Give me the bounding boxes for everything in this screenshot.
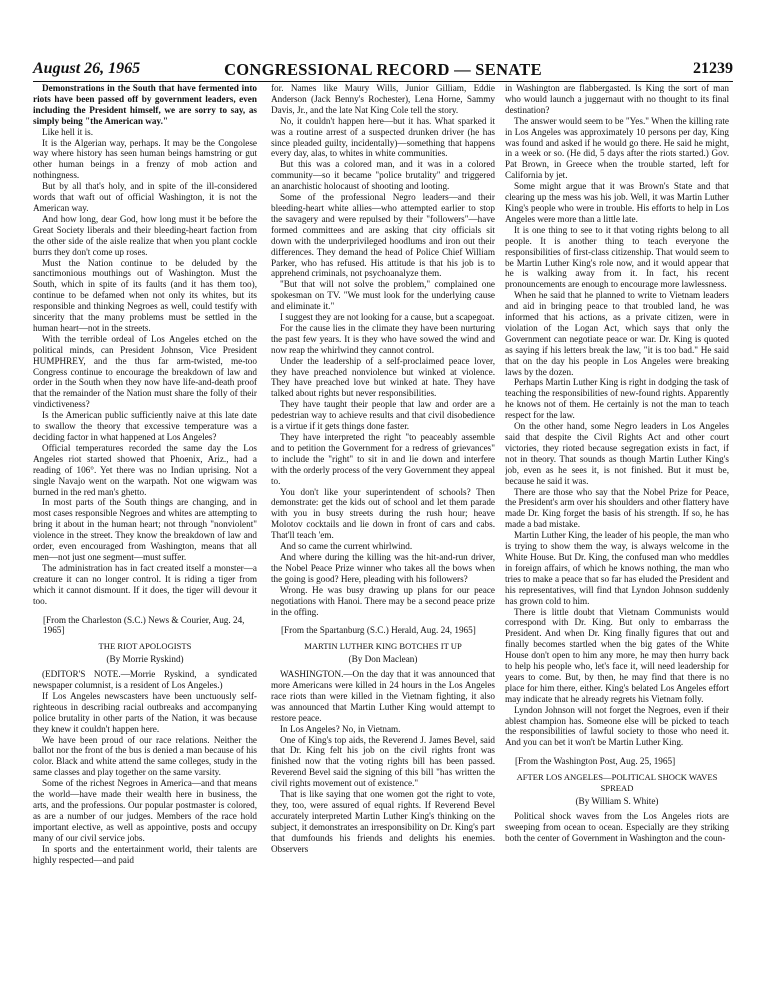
- paragraph: There are those who say that the Nobel Prize for Peace, the President's arm over his shoulders and other flattery have made Dr. King forget the basis of his strength. If so, he has made a bad mistake.: [505, 486, 729, 530]
- column-3: [505, 83, 729, 983]
- paragraph: And so came the current whirlwind.: [280, 541, 413, 552]
- byline: (By Don Maclean): [348, 654, 418, 665]
- article-heading: AFTER LOS ANGELES—POLITICAL SHOCK WAVES SPREAD: [516, 772, 718, 794]
- paragraph: Is the American public sufficiently naive at this late date to swallow the theory that excessive temperature was a deciding factor in what happened at Los Angeles?: [33, 410, 257, 442]
- paragraph: If Los Angeles newscasters have been unctuously self-righteous in describing racial outbreaks and accompanying police brutality in other parts of the Nation, it was because they knew it couldn't happen here.: [33, 690, 257, 734]
- paragraph: In Los Angeles? No, in Vietnam.: [280, 723, 401, 734]
- paragraph: One of King's top aids, the Reverend J. James Bevel, said that Dr. King felt his job on the civil rights front was finished now that the voting rights bill has been passed. Reverend Bevel said the signing of this bill "has written the civil rights movement out of existence.": [271, 734, 495, 789]
- paragraph: Martin Luther King, the leader of his people, the man who is trying to show them the way, is always welcome in the White House. But Dr. King, the confused man who meddles in foreign affairs, of which he knows nothing, the man who tries to make a peace that so far has eluded the President and his representatives, will find that Lyndon Johnson suddenly has grown cold to him.: [505, 530, 729, 606]
- paragraph: The administration has in fact created itself a monster—a creature it can no longer control. It is riding a tiger from which it cannot dismount. If it does, the tiger will devour it too.: [33, 562, 257, 606]
- paragraph: "But that will not solve the problem," complained one spokesman on TV. "We must look for the underlying cause and eliminate it.": [271, 279, 495, 312]
- paragraph: For the cause lies in the climate they have been nurturing the past few years. It is they who have sowed the wind and now reap the whirlwind they cannot control.: [271, 322, 495, 355]
- paragraph: You don't like your superintendent of schools? Then demonstrate: get the kids out of school and let them parade with you in busy streets during the rush hour; heave Molotov cocktails and lie down in front of cars and cabs. That'll teach 'em.: [271, 486, 495, 541]
- paragraph: But by all that's holy, and in spite of the ill-considered words that waft out of official Washington, it is not the American way.: [33, 181, 257, 213]
- column-1: [33, 83, 257, 983]
- paragraph: Some of the richest Negroes in America—and that means the world—have made their wealth here in business, the arts, and the professions. Our popular postmaster is colored, as are a number of our judges. Members of the race hold important elective, as well as appointive, posts and occupy many of our civil service jobs.: [33, 778, 257, 843]
- page-header: [33, 60, 733, 82]
- paragraph: WASHINGTON.—On the day that it was announced that more Americans were killed in 24 hours in the Los Angeles race riots than were killed in the Vietnam fighting, it also was announced that Martin Luther King would attempt to restore peace.: [271, 669, 495, 723]
- paragraph: The answer would seem to be "Yes." When the killing rate in Los Angeles was approximately 10 persons per day, King was found and asked if he would go there. He said he might, in a week or so. (He did, 5 days after the riots started.) Gov. Pat Brown, in Greece when the trouble started, left for California by jet.: [505, 115, 729, 181]
- paragraph: Some might argue that it was Brown's State and that clearing up the mess was his job. Well, it was Martin Luther King's people who were in trouble. His efforts to help in Los Angeles were more than a little late.: [505, 181, 729, 224]
- paragraph: Some of the professional Negro leaders—and their bleeding-heart white allies—who attempted earlier to stop the savagery and were repulsed by their "followers"—have formed committees and are asking that city officials sit down with the underprivileged hoodlums and iron out their differences. They demand the head of Police Chief William Parker, who has refused. His attitude is that his job is to apprehend criminals, not psychoanalyze them.: [271, 192, 495, 279]
- paragraph: That is like saying that one women got the right to vote, they, too, were assured of equal rights. If Reverend Bevel accurately interpreted Martin Luther King's thinking on the subject, it demonstrates an irresponsibility on Dr. King's part that dumfounds his friends and delights his enemies. Observers: [271, 789, 495, 854]
- paragraph: When he said that he planned to write to Vietnam leaders and aid in bringing peace to that troubled land, he was informed that his actions, as a private citizen, were in violation of the Logan Act, which says that only the Government can negotiate peace or war. Dr. King is quoted as saying if his letters break the law, "it is too bad." He said that on the day his people in Los Angeles were breaking laws by the dozen.: [505, 290, 729, 377]
- paragraph: Demonstrations in the South that have fermented into riots have been passed off by government leaders, even including the President himself, we are sorry to say, as simply being "the American way.": [33, 83, 257, 126]
- paragraph: Official temperatures recorded the same day the Los Angeles riot started showed that Phoenix, Ariz., had a reading of 106°. Yet there was no Indian uprising. Not a single Navajo went on the warpath. Not one wigwam was burned in the red man's ghetto.: [33, 442, 257, 497]
- paragraph: Must the Nation continue to be deluded by the sanctimonious mouthings out of Washington. Must the South, which in spite of its faults (and it has them too), continue to be defamed when not only its whites, but its responsible and thinking Negroes as well, could testify with sincerity that the many problems must be settled in the human heart—not in the streets.: [33, 257, 257, 333]
- paragraph: It is the Algerian way, perhaps. It may be the Congolese way where history has seen human beings hamstring or gut other human beings in a frenzy of mob action and nothingness.: [33, 137, 257, 181]
- header-rule: [33, 81, 733, 82]
- paragraph: I suggest they are not looking for a cause, but a scapegoat.: [280, 312, 495, 323]
- paragraph: With the terrible ordeal of Los Angeles etched on the political minds, can President Johnson, Vice President HUMPHREY, and the thus far arm-twisted, me-too Congress continue to encourage the breakdown of law and order in the South when they now have life-and-death proof that the remainder of the Nation must share the folly of their vindictiveness?: [33, 333, 257, 410]
- paragraph: Like hell it is.: [42, 126, 94, 137]
- paragraph: in Washington are flabbergasted. Is King the sort of man who would launch a juggernaut with no thought to its final destination?: [505, 83, 729, 115]
- paragraph: In most parts of the South things are changing, and in most cases responsible Negroes and whites are attempting to bring it about in the human heart; not through "nonviolent" violence in the street. They know the breakdown of law and order, even encouraged from Washington, means that all men—not just one segment—must suffer.: [33, 497, 257, 562]
- paragraph: No, it couldn't happen here—but it has. What sparked it was a routine arrest of a suspected drunken driver (he has since pleaded guilty, incidentally)—something that happens every day, alas, to whites in white communities.: [271, 115, 495, 159]
- paragraph: On the other hand, some Negro leaders in Los Angeles said that despite the Civil Rights Act and other court victories, they rioted because segregation exists in fact, if not in theory. That sounds as though Martin Luther King's job, even as he sees it, is not finished. But it must be, because he said it was.: [505, 421, 729, 486]
- article-heading: MARTIN LUTHER KING BOTCHES IT UP: [304, 641, 462, 652]
- paragraph: In sports and the entertainment world, their talents are highly respected—and paid: [33, 843, 257, 865]
- paragraph: Political shock waves from the Los Angeles riots are sweeping from ocean to ocean. Especially are they striking both the center of Government in Washington and the coun-: [505, 810, 729, 843]
- header-date: August 26, 1965: [33, 60, 141, 77]
- paragraph: And how long, dear God, how long must it be before the Great Society liberals and their bleeding-heart faction from the other side of the aisle realize that when you plant cockle burrs they don't come up roses.: [33, 213, 257, 257]
- paragraph: They have taught their people that law and order are a pedestrian way to achieve results and that civil disobedience is a virtue if it gets things done faster.: [271, 399, 495, 432]
- article-heading: THE RIOT APOLOGISTS: [98, 641, 192, 652]
- paragraph: Perhaps Martin Luther King is right in dodging the task of teaching the responsibilities of new-found rights. Apparently he knows not of them. He certainly is not the man to teach respect for the law.: [505, 377, 729, 421]
- header-page-number: 21239: [693, 60, 733, 77]
- paragraph: They have interpreted the right "to peaceably assemble and to petition the Government for a redress of grievances" to include the "right" to sit in and lie down and interfere with the orderly process of the very Government they appeal to.: [271, 432, 495, 486]
- column-2: [271, 83, 495, 983]
- paragraph: But this was a colored man, and it was in a colored community—so it became "police brutality" and triggered an anarchistic holocaust of shooting and looting.: [271, 159, 495, 192]
- editor-note: (EDITOR'S NOTE.—Morrie Ryskind, a syndicated newspaper columnist, is a resident of Los Angeles.): [33, 669, 257, 691]
- paragraph: It is one thing to see to it that voting rights belong to all people. It is another thing to teach everyone the responsibilities of first-class citizenship. That would seem to be Martin Luther King's role now, and it would appear that he is walking away from it. In fact, his recent pronouncements are enough to encourage more lawlessness.: [505, 224, 729, 290]
- paragraph: There is little doubt that Vietnam Communists would correspond with Dr. King. But only to embarrass the President. And when Dr. King finally figures that out and finally becomes startled when the big gates of the White House don't open to him any more, he may then hurry back to help his people who, let's face it, will need leadership for years to come. But, by then, he may find that there is no place for him there, either. King's belated Los Angeles effort may indicate that he already regrets his Vietnam folly.: [505, 606, 729, 704]
- paragraph: Lyndon Johnson will not forget the Negroes, even if their ablest champion has. Someone else will be picked to teach the responsibilities of lawful society to those who need it. And you can bet it won't be Martin Luther King.: [505, 704, 729, 748]
- paragraph: Wrong. He was busy drawing up plans for our peace negotiations with Hanoi. There may be a second peace prize in the offing.: [271, 584, 495, 617]
- paragraph: Under the leadership of a self-proclaimed peace lover, they have preached nonviolence but winked at violence. They have preached love but winked at hate. They have talked about rights but never responsibilities.: [271, 355, 495, 399]
- byline: (By William S. White): [575, 796, 659, 806]
- byline: (By Morrie Ryskind): [106, 654, 184, 665]
- source-citation: [From the Charleston (S.C.) News & Courier, Aug. 24, 1965]: [43, 614, 245, 636]
- header-title: CONGRESSIONAL RECORD — SENATE: [224, 60, 542, 79]
- paragraph: We have been proud of our race relations. Neither the ballot nor the front of the bus is denied a man because of his color. Black and white attend the same colleges, study in the same classes and play together on the same varsity.: [33, 734, 257, 778]
- paragraph: for. Names like Maury Wills, Junior Gilliam, Eddie Anderson (Jack Benny's Rochester), Lena Horne, Sammy Davis, Jr., and the late Nat King Cole tell the story.: [271, 83, 495, 115]
- paragraph: And where during the killing was the hit-and-run driver, the Nobel Peace Prize winner who takes all the bows when the going is good? Here, pleading with his followers?: [271, 551, 495, 584]
- source-citation: [From the Washington Post, Aug. 25, 1965]: [515, 756, 676, 767]
- source-citation: [From the Spartanburg (S.C.) Herald, Aug. 24, 1965]: [281, 625, 476, 636]
